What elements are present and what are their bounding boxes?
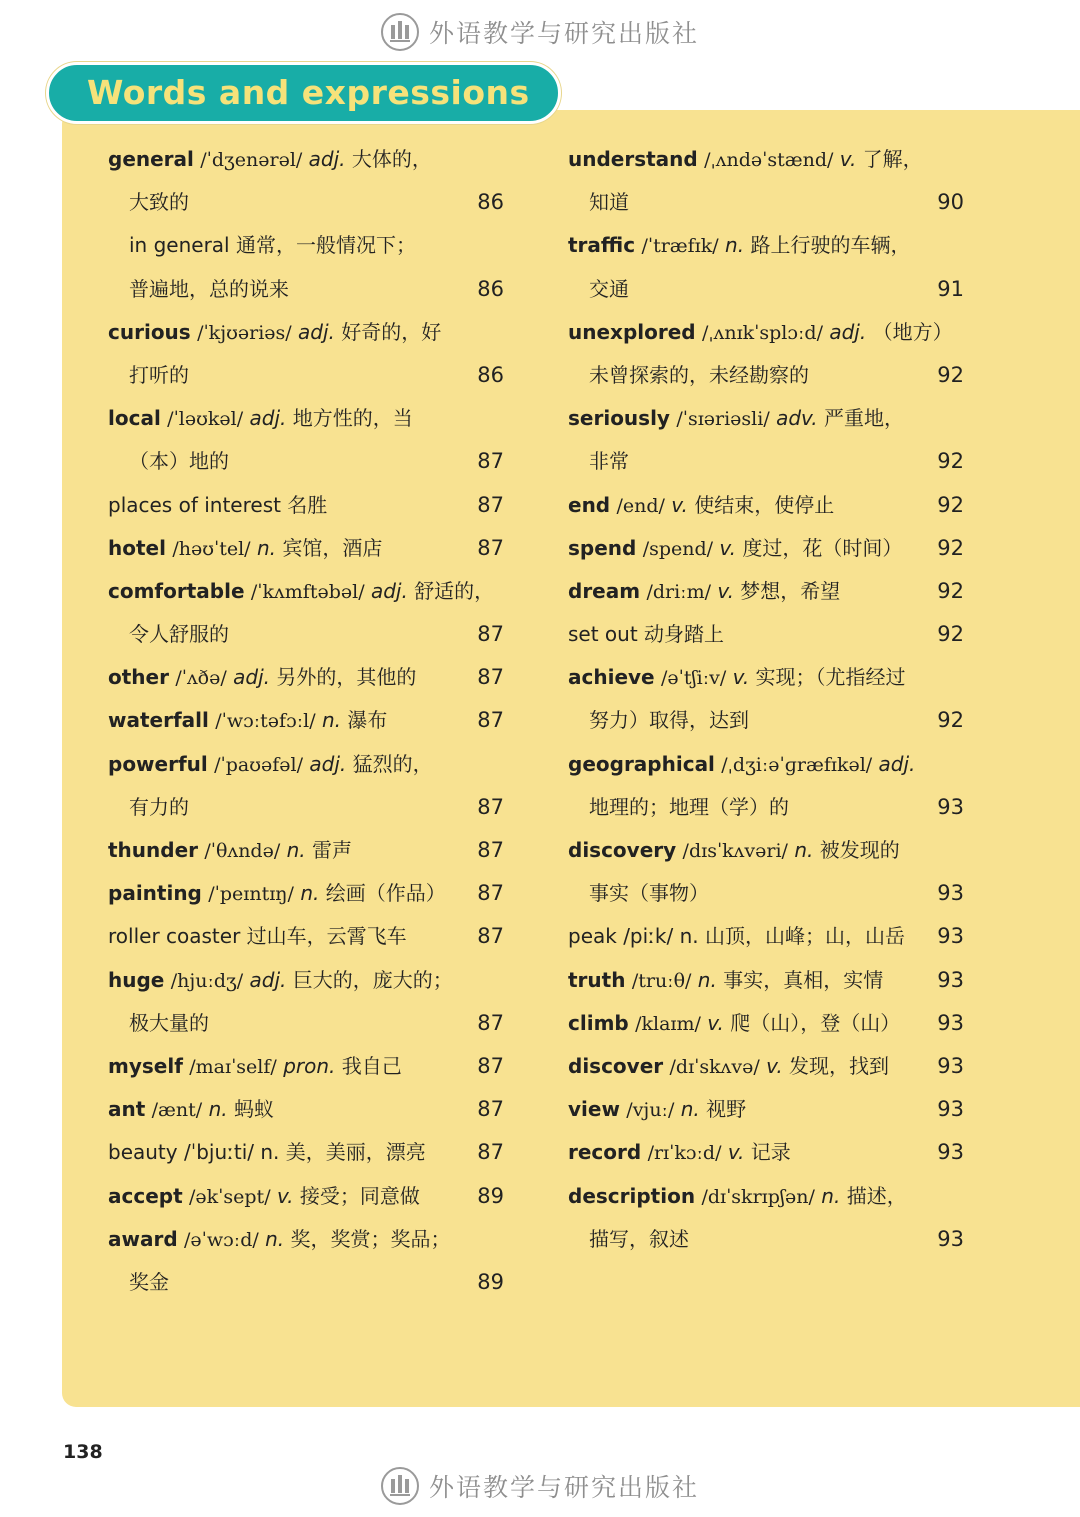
part-of-speech: v. (707, 1010, 724, 1035)
vocab-text (108, 1140, 426, 1164)
vocab-text (568, 968, 883, 992)
definition: in general 通常，一般情况下； (129, 233, 416, 258)
vocab-text (568, 233, 910, 257)
headword: local (108, 406, 161, 431)
vocab-line (568, 656, 968, 699)
part-of-speech: adj. (298, 319, 335, 344)
vocab-text (568, 277, 629, 301)
vocab-text (108, 1011, 209, 1035)
vocab-line (108, 311, 508, 354)
vocab-line (568, 440, 968, 483)
page-reference: 87 (477, 924, 504, 949)
page-reference: 93 (937, 1226, 964, 1251)
vocab-line (108, 1175, 508, 1218)
vocab-line (108, 743, 508, 786)
pronunciation: /ˌdʒiːəˈɡræfɪkəl/ (721, 753, 873, 776)
headword: climb (568, 1010, 629, 1035)
definition: places of interest 名胜 (108, 492, 328, 517)
vocab-text (108, 277, 289, 301)
headword: view (568, 1097, 620, 1122)
pronunciation: /ˈpeɪntɪŋ/ (208, 883, 294, 906)
page-reference: 93 (937, 881, 964, 906)
part-of-speech: n. (265, 1226, 285, 1251)
page-reference: 92 (937, 622, 964, 647)
definition: 奖，奖赏；奖品； (290, 1226, 451, 1251)
pronunciation: /dɪsˈkʌvəri/ (682, 840, 788, 862)
definition: 普遍地，总的说来 (129, 276, 289, 301)
definition: 度过，花（时间） (742, 535, 903, 560)
pronunciation: /ˈpaʊəfəl/ (214, 753, 304, 776)
part-of-speech: n. (286, 838, 306, 862)
vocab-line (568, 699, 968, 742)
vocab-line (568, 1002, 968, 1045)
vocab-line (108, 613, 508, 656)
page-reference: 93 (937, 1097, 964, 1122)
vocab-text (108, 536, 382, 560)
definition: 奖金 (129, 1269, 169, 1294)
vocab-line (108, 354, 508, 397)
vocab-text (568, 493, 834, 517)
definition: 事实（事物） (589, 881, 709, 906)
pronunciation: /həʊˈtel/ (172, 537, 251, 560)
headword: traffic (568, 233, 636, 258)
part-of-speech: n. (725, 233, 745, 258)
pronunciation: /dɪˈskʌvə/ (669, 1055, 760, 1078)
page-reference: 86 (477, 276, 504, 301)
vocab-line (108, 440, 508, 483)
page-reference: 92 (937, 449, 964, 474)
definition: 事实，真相，实情 (723, 967, 884, 992)
headword: general (108, 147, 194, 171)
part-of-speech: n. (794, 838, 814, 862)
vocab-line (568, 138, 968, 181)
pronunciation: /driːm/ (646, 580, 711, 603)
headword: achieve (568, 665, 655, 690)
vocab-line (108, 397, 508, 440)
definition: 地方性的，当 (292, 406, 413, 431)
part-of-speech: n. (697, 967, 717, 992)
headword: comfortable (108, 578, 245, 603)
vocab-line (568, 1045, 968, 1088)
pronunciation: /ˌʌndəˈstænd/ (704, 149, 834, 171)
part-of-speech: v. (276, 1183, 294, 1208)
vocab-line (108, 872, 508, 915)
part-of-speech: n. (821, 1183, 841, 1208)
vocab-text (568, 1054, 889, 1078)
definition: 未曾探索的，未经勘察的 (589, 362, 809, 387)
vocab-line (108, 1045, 508, 1088)
headword: unexplored (568, 319, 696, 344)
vocab-text (568, 536, 902, 560)
left-vocab-column (108, 138, 508, 1304)
headword: painting (108, 881, 202, 906)
vocab-text (568, 449, 629, 473)
headword: understand (568, 147, 698, 171)
pronunciation: /ˈʌðə/ (175, 667, 227, 690)
publisher-name: 外语教学与研究出版社 (428, 19, 699, 48)
page-reference: 92 (937, 362, 964, 387)
vocab-text (108, 493, 327, 517)
headword: accept (108, 1183, 183, 1208)
vocab-line (108, 786, 508, 829)
part-of-speech: v. (671, 492, 688, 517)
pronunciation: /ˈkʌmftəbəl/ (250, 580, 365, 603)
vocab-line (108, 484, 508, 527)
part-of-speech: n. (680, 1097, 700, 1122)
vocab-line (568, 527, 968, 570)
definition: 大体的， (351, 147, 432, 171)
vocab-line (568, 268, 968, 311)
pronunciation: /əkˈsept/ (189, 1185, 271, 1208)
vocab-line (568, 1088, 968, 1131)
page-reference: 87 (477, 492, 504, 517)
headword: end (568, 492, 611, 517)
vocab-text (108, 406, 413, 430)
page-reference: 87 (477, 708, 504, 733)
headword: thunder (108, 838, 199, 862)
definition: 猛烈的， (352, 751, 433, 776)
vocab-text (108, 320, 441, 344)
vocab-text (108, 838, 352, 862)
definition: 蚂蚁 (233, 1097, 274, 1122)
definition: 大致的 (129, 190, 189, 215)
page-reference: 92 (937, 578, 964, 603)
definition: （地方） (872, 319, 953, 344)
vocab-line (568, 1175, 968, 1218)
vocab-line (108, 829, 508, 872)
definition: 巨大的，庞大的； (292, 967, 453, 992)
vocab-text (568, 320, 953, 344)
pronunciation: /truːθ/ (631, 969, 692, 992)
vocab-text (108, 1270, 169, 1294)
pronunciation: /ˈdʒenərəl/ (200, 149, 303, 171)
vocab-text (568, 665, 906, 689)
pronunciation: /ˈtræfɪk/ (641, 235, 719, 258)
part-of-speech: adj. (829, 319, 867, 344)
headword: huge (108, 967, 165, 992)
page-reference: 89 (477, 1269, 504, 1294)
vocab-line (108, 224, 508, 267)
vocab-text (568, 579, 840, 603)
definition: 交通 (589, 276, 629, 301)
vocab-text (568, 795, 789, 819)
part-of-speech: adj. (308, 147, 346, 171)
definition: 另外的，其他的 (276, 665, 417, 690)
vocab-line (108, 1131, 508, 1174)
vocab-line (108, 570, 508, 613)
headword: discovery (568, 838, 677, 862)
headword: myself (108, 1053, 183, 1078)
definition: 被发现的 (819, 838, 900, 862)
page-reference: 87 (477, 1097, 504, 1122)
pronunciation: /ænt/ (151, 1099, 203, 1122)
part-of-speech: adv. (776, 406, 818, 431)
vocab-text (108, 968, 453, 992)
publisher-header (0, 2, 1080, 62)
part-of-speech: v. (766, 1053, 783, 1078)
part-of-speech: adj. (309, 751, 347, 776)
vocab-line (108, 1088, 508, 1131)
page-reference: 90 (937, 190, 964, 215)
part-of-speech: n. (300, 881, 320, 906)
vocab-line (108, 915, 508, 958)
definition: 好奇的，好 (341, 319, 442, 344)
vocab-text (568, 190, 629, 214)
vocab-text (108, 1227, 451, 1251)
vocab-text (108, 795, 189, 819)
vocab-text (568, 1140, 791, 1164)
page-reference: 87 (477, 1010, 504, 1035)
section-title-banner (46, 62, 561, 124)
pronunciation: /ˈθʌndə/ (204, 840, 281, 862)
vocab-text (108, 233, 416, 257)
pronunciation: /ˈwɔːtəfɔːl/ (215, 710, 316, 733)
headword: dream (568, 578, 641, 603)
vocab-line (108, 268, 508, 311)
definition: 雷声 (312, 838, 352, 862)
headword: spend (568, 535, 637, 560)
publisher-name: 外语教学与研究出版社 (428, 1473, 699, 1502)
definition: 极大量的 (129, 1010, 209, 1035)
vocab-line (568, 484, 968, 527)
page-reference: 87 (477, 449, 504, 474)
vocab-line (568, 1218, 968, 1261)
definition: 有力的 (129, 794, 189, 819)
headword: truth (568, 967, 626, 992)
vocab-line (568, 743, 968, 786)
headword: curious (108, 319, 191, 344)
definition: 梦想，希望 (740, 578, 841, 603)
definition: 路上行驶的车辆， (750, 233, 911, 258)
headword: award (108, 1226, 178, 1251)
vocab-text (108, 579, 494, 603)
page-reference: 93 (937, 967, 964, 992)
pronunciation: /əˈwɔːd/ (184, 1228, 259, 1251)
vocab-line (568, 613, 968, 656)
page-reference: 87 (477, 881, 504, 906)
definition: 严重地， (823, 406, 904, 431)
headword: other (108, 665, 169, 690)
vocab-line (108, 959, 508, 1002)
headword: record (568, 1140, 642, 1165)
definition: 打听的 (129, 362, 189, 387)
vocab-text (568, 1011, 900, 1035)
pronunciation: /end/ (616, 494, 665, 517)
headword: hotel (108, 535, 166, 560)
definition: 爬（山），登（山） (730, 1010, 901, 1035)
page-reference: 87 (477, 838, 504, 862)
vocab-text (568, 1227, 689, 1251)
vocab-text (568, 147, 923, 171)
part-of-speech: v. (732, 665, 750, 690)
pronunciation: /hjuːdʒ/ (170, 969, 244, 992)
page-reference: 87 (477, 535, 504, 560)
vocab-text (108, 363, 189, 387)
part-of-speech: adj. (233, 665, 271, 690)
definition: 记录 (750, 1140, 791, 1165)
vocab-line (568, 829, 968, 872)
pronunciation: /dɪˈskrɪpʃən/ (701, 1185, 815, 1208)
page-reference: 87 (477, 794, 504, 819)
pronunciation: /əˈtʃiːv/ (660, 667, 727, 690)
definition: 接受；同意做 (299, 1183, 420, 1208)
vocab-text (108, 752, 433, 776)
vocab-line (108, 1002, 508, 1045)
definition: 了解， (862, 147, 923, 171)
definition: peak /piːk/ n. 山顶，山峰；山，山岳 (568, 924, 905, 949)
vocab-line (568, 786, 968, 829)
pronunciation: /spend/ (642, 537, 714, 560)
definition: 实现；（尤指经过 (755, 665, 906, 690)
part-of-speech: adj. (878, 751, 916, 776)
vocab-line (568, 224, 968, 267)
definition: 舒适的， (414, 578, 495, 603)
page-reference: 91 (937, 276, 964, 301)
part-of-speech: v. (839, 147, 857, 171)
vocab-line (568, 570, 968, 613)
headword: powerful (108, 751, 208, 776)
page-reference: 93 (937, 1053, 964, 1078)
definition: 使结束，使停止 (694, 492, 835, 517)
definition: 令人舒服的 (129, 622, 229, 647)
definition: 瀑布 (347, 708, 388, 733)
pronunciation: /ˈsɪəriəsli/ (676, 408, 770, 431)
vocab-line (568, 1131, 968, 1174)
part-of-speech: adj. (370, 578, 408, 603)
vocab-text (568, 363, 809, 387)
part-of-speech: v. (727, 1140, 745, 1165)
definition: 发现，找到 (789, 1053, 890, 1078)
definition: beauty /ˈbjuːti/ n. 美，美丽，漂亮 (108, 1140, 426, 1165)
vocab-text (108, 1054, 402, 1078)
definition: 知道 (589, 190, 629, 215)
page-reference: 87 (477, 1053, 504, 1078)
vocab-line (108, 1218, 508, 1261)
vocab-text (108, 1097, 274, 1121)
pronunciation: /ˈkjʊəriəs/ (197, 321, 292, 344)
pronunciation: /ˈləʊkəl/ (167, 408, 244, 431)
definition: 描写，叙述 (589, 1226, 689, 1251)
vocab-line (568, 397, 968, 440)
part-of-speech: pron. (283, 1053, 336, 1078)
vocab-line (568, 959, 968, 1002)
vocab-line (108, 1261, 508, 1304)
part-of-speech: n. (256, 535, 276, 560)
page-reference: 86 (477, 362, 504, 387)
vocab-line (108, 656, 508, 699)
definition: 地理的；地理（学）的 (589, 794, 789, 819)
vocab-text (568, 881, 709, 905)
vocab-text (568, 838, 900, 862)
page-reference: 92 (937, 492, 964, 517)
part-of-speech: n. (321, 708, 342, 733)
definition: 绘画（作品） (325, 881, 446, 906)
vocab-text (108, 449, 229, 473)
vocab-line (568, 354, 968, 397)
vocab-line (568, 181, 968, 224)
vocab-line (108, 138, 508, 181)
vocab-text (108, 708, 387, 732)
definition: 努力）取得，达到 (589, 708, 749, 733)
vocab-text (568, 1184, 907, 1208)
part-of-speech: v. (717, 578, 734, 603)
vocab-text (108, 1184, 420, 1208)
headword: description (568, 1183, 696, 1208)
vocab-line (108, 699, 508, 742)
vocab-text (108, 924, 407, 948)
page-reference: 93 (937, 1010, 964, 1035)
vocab-text (568, 924, 905, 948)
page-reference: 92 (937, 535, 964, 560)
definition: set out 动身踏上 (568, 622, 725, 647)
vocab-text (108, 665, 416, 689)
pronunciation: /maɪˈself/ (189, 1055, 277, 1078)
definition: 我自己 (341, 1053, 402, 1078)
vocab-text (108, 147, 432, 171)
part-of-speech: adj. (249, 406, 287, 431)
headword: geographical (568, 751, 715, 776)
vocab-text (568, 708, 749, 732)
page-reference: 87 (477, 1140, 504, 1165)
definition: 视野 (706, 1097, 747, 1122)
part-of-speech: n. (208, 1097, 228, 1122)
right-vocab-column (568, 138, 968, 1261)
part-of-speech: adj. (249, 967, 287, 992)
definition: 非常 (589, 449, 629, 474)
vocab-text (108, 190, 189, 214)
page-reference: 93 (937, 924, 964, 949)
page-reference: 93 (937, 1140, 964, 1165)
definition: roller coaster 过山车，云霄飞车 (108, 924, 407, 949)
vocab-text (568, 752, 915, 776)
publisher-logo-icon (381, 1467, 419, 1505)
vocab-text (568, 1097, 746, 1121)
headword: ant (108, 1097, 146, 1122)
vocab-text (108, 881, 446, 905)
headword: seriously (568, 406, 670, 431)
page-number: 138 (63, 1441, 103, 1463)
page-reference: 87 (477, 622, 504, 647)
page-reference: 86 (477, 190, 504, 215)
vocab-text (108, 622, 229, 646)
pronunciation: /klaɪm/ (635, 1012, 701, 1035)
pronunciation: /vjuː/ (626, 1099, 675, 1122)
part-of-speech: v. (719, 535, 736, 560)
definition: 描述， (846, 1183, 907, 1208)
headword: discover (568, 1053, 664, 1078)
vocab-line (108, 181, 508, 224)
page-reference: 87 (477, 665, 504, 690)
definition: （本）地的 (129, 449, 229, 474)
vocab-line (568, 311, 968, 354)
headword: waterfall (108, 708, 209, 733)
section-title: Words and expressions (87, 73, 530, 112)
pronunciation: /rɪˈkɔːd/ (647, 1142, 722, 1165)
page-reference: 92 (937, 708, 964, 733)
publisher-logo-icon (381, 13, 419, 51)
vocab-line (108, 527, 508, 570)
pronunciation: /ˌʌnɪkˈsplɔːd/ (701, 321, 823, 344)
page-reference: 93 (937, 794, 964, 819)
vocab-text (568, 622, 724, 646)
vocab-line (568, 872, 968, 915)
publisher-footer (0, 1456, 1080, 1516)
vocab-line (568, 915, 968, 958)
definition: 宾馆，酒店 (282, 535, 383, 560)
vocab-text (568, 406, 904, 430)
page-reference: 89 (477, 1183, 504, 1208)
